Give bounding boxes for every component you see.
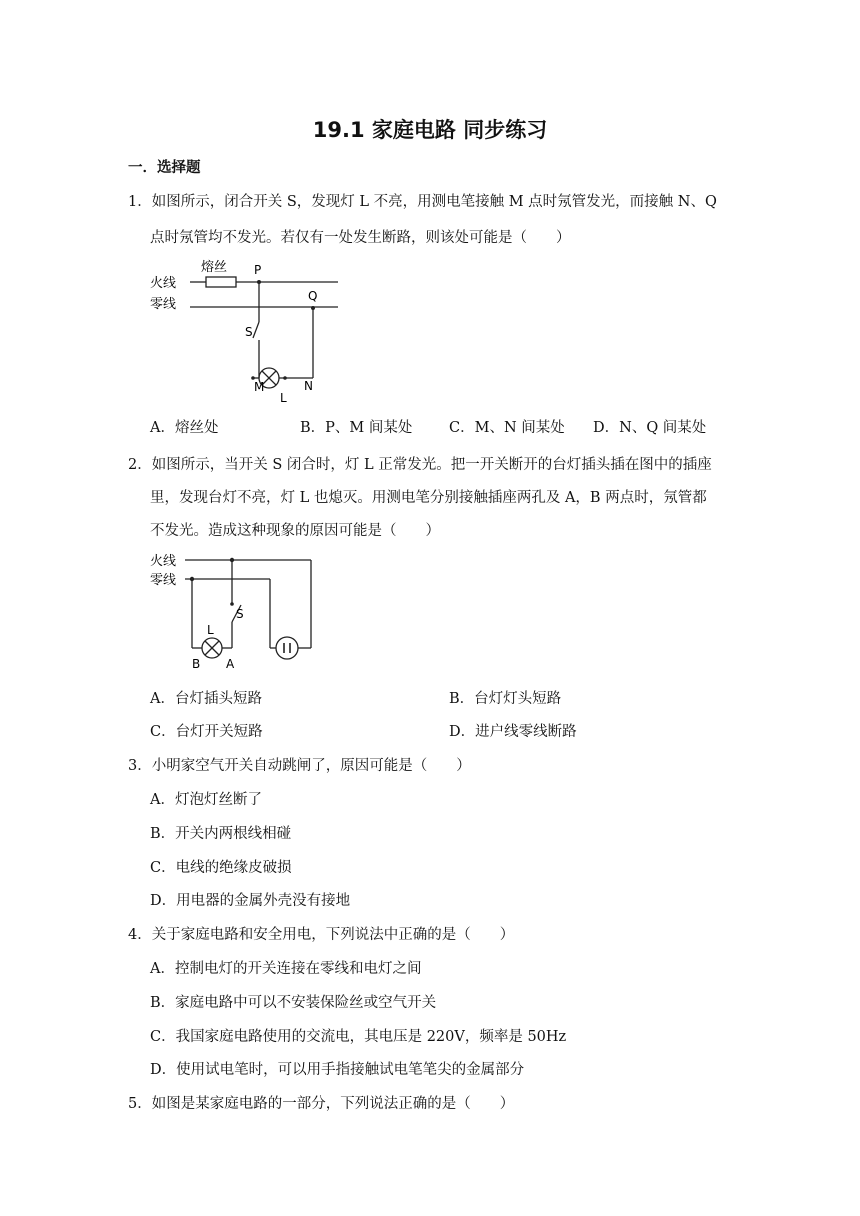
question-4-option-b: B．家庭电路中可以不安装保险丝或空气开关 (150, 995, 437, 1011)
question-1-text-line-2: 点时氖管均不发光。若仅有一处发生断路，则该处可能是（ ） (150, 230, 571, 246)
question-4-option-c: C．我国家庭电路使用的交流电，其电压是 220V，频率是 50Hz (150, 1029, 567, 1045)
diagram-label-B: B (192, 657, 201, 671)
socket-symbol (276, 637, 298, 659)
question-3-option-c: C．电线的绝缘皮破损 (150, 860, 292, 876)
diagram-label-A: A (226, 657, 235, 671)
question-2-text-line-1: 2．如图所示，当开关 S 闭合时，灯 L 正常发光。把一开关断开的台灯插头插在图中的插座 (128, 457, 712, 473)
question-3-text: 3．小明家空气开关自动跳闸了，原因可能是（ ） (128, 758, 471, 774)
fuse-symbol (206, 277, 236, 287)
question-1-option-a: A．熔丝处 (150, 420, 219, 436)
question-1-option-d: D．N、Q 间某处 (593, 420, 707, 436)
question-1-option-c: C．M、N 间某处 (449, 420, 565, 436)
diagram-label-L: L (207, 623, 214, 637)
question-2-option-a: A．台灯插头短路 (150, 691, 262, 707)
diagram-label-Q: Q (308, 289, 318, 303)
diagram-label-L: L (280, 391, 287, 405)
diagram-label-zero: 零线 (150, 297, 177, 312)
question-5-text: 5．如图是某家庭电路的一部分，下列说法正确的是（ ） (128, 1096, 515, 1112)
diagram-label-S: S (236, 607, 244, 621)
diagram-label-N: N (304, 379, 313, 393)
diagram-label-S: S (245, 325, 253, 339)
question-2-text-line-3: 不发光。造成这种现象的原因可能是（ ） (150, 523, 440, 539)
question-4-option-d: D．使用试电笔时，可以用手指接触试电笔笔尖的金属部分 (150, 1062, 525, 1078)
question-3-option-b: B．开关内两根线相碰 (150, 826, 292, 842)
diagram-label-fuse: 熔丝 (201, 260, 228, 275)
diagram-label-zero: 零线 (150, 573, 177, 588)
question-3-option-a: A．灯泡灯丝断了 (150, 792, 262, 808)
diagram-label-fire: 火线 (150, 554, 177, 569)
diagram-label-P: P (254, 263, 262, 277)
question-2-option-d: D．进户线零线断路 (449, 724, 577, 740)
question-1-option-b: B．P、M 间某处 (300, 420, 413, 436)
question-1-circuit-diagram (150, 256, 350, 406)
question-4-text: 4．关于家庭电路和安全用电，下列说法中正确的是（ ） (128, 927, 515, 943)
question-2-text-line-2: 里，发现台灯不亮，灯 L 也熄灭。用测电笔分别接触插座两孔及 A，B 两点时，氖管都 (150, 490, 707, 506)
page-title: 19.1 家庭电路 同步练习 (312, 118, 548, 142)
question-2-option-c: C．台灯开关短路 (150, 724, 263, 740)
question-3-option-d: D．用电器的金属外壳没有接地 (150, 893, 351, 909)
question-1-text-line-1: 1．如图所示，闭合开关 S，发现灯 L 不亮，用测电笔接触 M 点时氖管发光，而接触 N、Q (128, 194, 717, 210)
question-2-circuit-diagram (150, 550, 330, 675)
question-4-option-a: A．控制电灯的开关连接在零线和电灯之间 (150, 961, 422, 977)
section-heading: 一．选择题 (128, 160, 201, 176)
question-2-option-b: B．台灯灯头短路 (449, 691, 562, 707)
diagram-label-fire: 火线 (150, 276, 177, 291)
diagram-label-M: M (254, 380, 265, 394)
